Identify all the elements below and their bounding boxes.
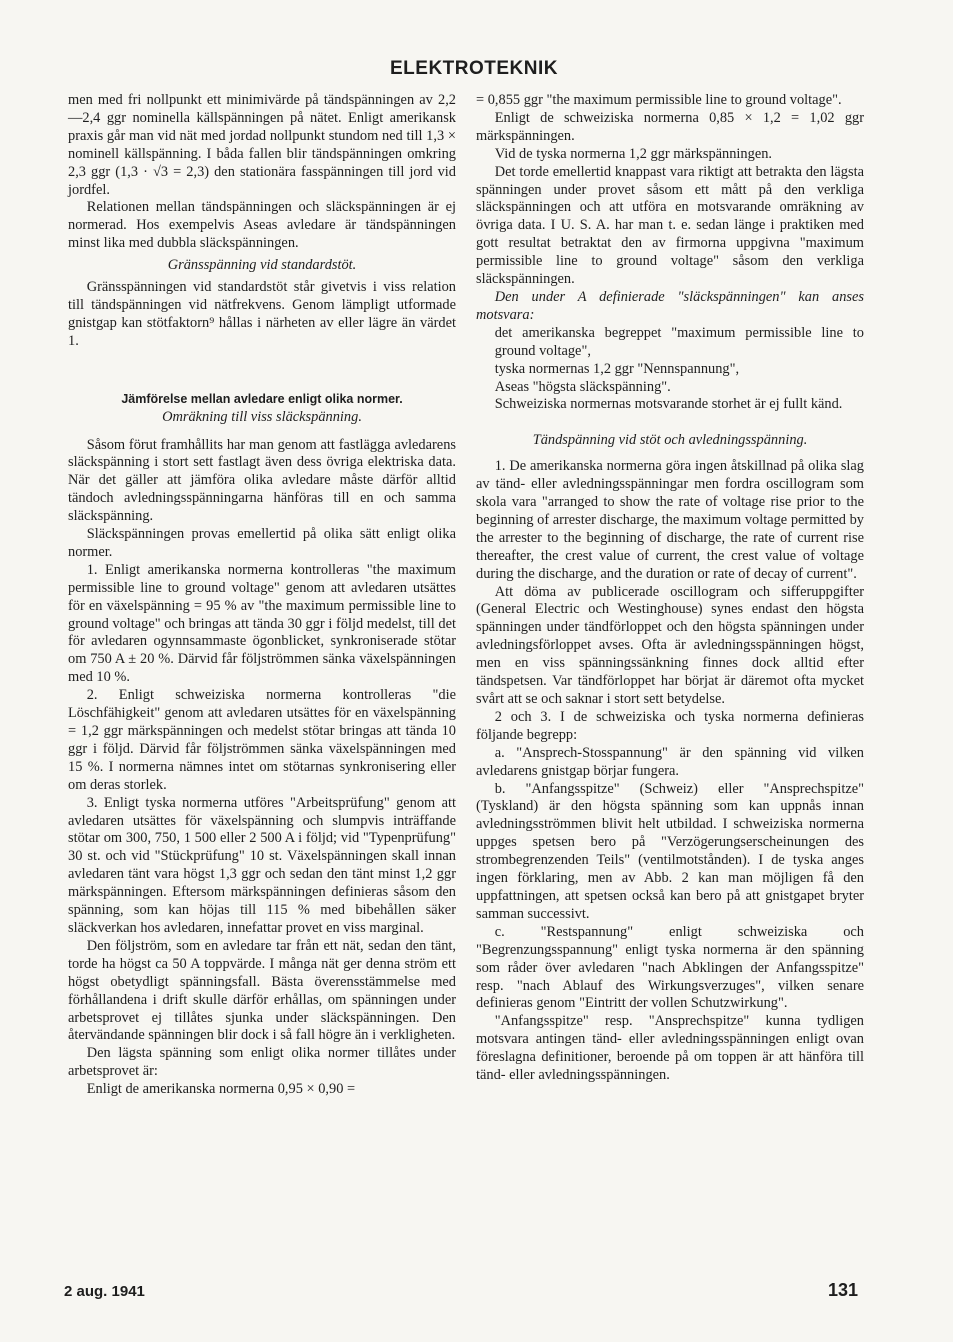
- paragraph: Den under A definierade "släckspänningen" kan anses motsvara:: [476, 288, 864, 323]
- list-item: tyska normernas 1,2 ggr "Nennspannung",: [494, 360, 740, 377]
- paragraph: Enligt de amerikanska normerna 0,95 × 0,90 =: [86, 1081, 356, 1098]
- paragraph: 1. Enligt amerikanska normerna kontrolleras "the maximum permissible line to ground voltage" genom att avledaren utsättes för en växelspänning = 95 % av "the maximum permissible line to ground voltage" och bringas att tända 30 ggr i följd medelst, till det för avledaren ogynnsammaste ögonblicket, synkroniserade stötar om 750 A ± 20 %. Därvid får följströmmen sänka växelspänningen med 10 %.: [68, 561, 456, 686]
- section-subtitle: Omräkning till viss släckspänning.: [162, 408, 362, 425]
- left-column: [68, 92, 456, 1099]
- journal-header: ELEKTROTEKNIK: [390, 58, 558, 79]
- paragraph: = 0,855 ggr "the maximum permissible line to ground voltage".: [476, 92, 842, 108]
- paragraph: 2. Enligt schweiziska normerna kontrolleras "die Löschfähigkeit" genom att avledaren utsättes för en växelspänning = 1,2 ggr märkspänningen och medelst stötar bringas att tända 10 ggr i följd. Därvid får följströmmen sänka växelspänningen med 15 %. I normerna nämnes intet om stötarnas synkronisering eller om deras storlek.: [68, 687, 456, 793]
- paragraph: Den lägsta spänning som enligt olika normer tillåtes under arbetsprovet är:: [68, 1045, 456, 1080]
- paragraph: "Anfangsspitze" resp. "Ansprechspitze" kunna tydligen motsvara antingen tänd- eller avledningsspänningen enligt ovan föreslagna definitioner, beroende på om toppen är att hänföra till tänd- eller avledningsspänningen.: [476, 1013, 864, 1084]
- paragraph: Enligt de schweiziska normerna 0,85 × 1,2 = 1,02 ggr märkspänningen.: [476, 109, 864, 144]
- paragraph: Gränsspänningen vid standardstöt står givetvis i viss relation till tändspänningen vid nätfrekvens. Genom lämpligt utformade gnistgap kan stötfaktorn⁹ hållas i närheten av eller lägre än värdet 1.: [68, 279, 456, 349]
- paragraph: Det torde emellertid knappast vara riktigt att betrakta den lägsta spänningen under provet såsom ett mått på den verkliga släckspänningen och att utföra en motsvarande omräkning av övriga data. I U. S. A. har man t. e. sedan länge i praktiken med gott resultat betraktat den av firmorna uppgivna "maximum permissible line to ground voltage" såsom den verkliga släckspänningen.: [476, 163, 864, 288]
- paragraph: Relationen mellan tändspänningen och släckspänningen är ej normerad. Hos exempelvis Aseas avledare är tändspänningen minst lika med dubbla släckspänningen.: [68, 199, 456, 252]
- page-number: 131: [828, 1280, 859, 1300]
- paragraph: a. "Ansprech-Stosspannung" är den spänning vid vilken avledarens gnistgap börjar fungera.: [476, 744, 864, 779]
- paragraph: 2 och 3. I de schweiziska och tyska normerna definieras följande begrepp:: [476, 708, 864, 743]
- issue-date: 2 aug. 1941: [64, 1283, 145, 1300]
- section-title: Jämförelse mellan avledare enligt olika normer.: [121, 391, 403, 406]
- section-heading: Gränsspänning vid standardstöt.: [167, 257, 357, 274]
- paragraph: 3. Enligt tyska normerna utföres "Arbeitsprüfung" genom att avledaren utsättes för växelspänning och slumpvis inträffande stötar om 300, 750, 1 500 eller 2 500 A i följd; vid "Typenprüfung" 30 st. och vid "Stückprüfung" 10 st. Växelspänningen skall innan avledaren tänt vara högst 1,3 ggr och sedan den tänt minst 1,2 ggr märkspänningen. Eftersom märkspänningen definieras såsom den spänning, som kan höjas till 115 % med bibehållen säker släckverkan hos avledaren, innefattar provet en viss marginal.: [68, 794, 456, 936]
- right-column: [476, 92, 864, 1085]
- paragraph: Vid de tyska normerna 1,2 ggr märkspänningen.: [494, 145, 773, 162]
- paragraph: c. "Restspannung" enligt schweiziska och "Begrenzungsspannung" enligt tyska normerna är den spänning som råder över avledaren "nach Abklingen der Anfangsspitze" resp. "nach Ablauf des Wirkungsverzuges", vilken senare definieras genom "Eintritt der vollen Schutzwirkung".: [476, 923, 864, 1012]
- list-item: det amerikanska begreppet "maximum permissible line to ground voltage",: [494, 324, 864, 359]
- paragraph: Såsom förut framhållits har man genom att fastlägga avledarens släckspänning i stort sett fastlagt även dess övriga elektriska data. När det gäller att jämföra olika avledare måste därför alltid tändoch avledningsspänningarna hänföras till en och samma släckspänning.: [68, 436, 456, 525]
- paragraph: Den följström, som en avledare tar från ett nät, sedan den tänt, torde ha högst ca 50 A toppvärde. I många nät ger denna ström ett högst obetydligt spänningsfall. Bästa överensstämmelse med förhållandena i drift skulle därför erhållas, om spänningen under arbetsprovet ej tillåtes sjunka under släckspänningen. Den återvändande spänningen blir dock i så fall högre än i verkligheten.: [68, 937, 456, 1044]
- paragraph: Att döma av publicerade oscillogram och sifferuppgifter (General Electric och Westinghouse) synes endast den högsta spänningen under tändförloppet och den högsta spänningen under avledningsförloppet avses. Ofta är avledningsspänningen högst, men en viss spänningssänkning finnes dock alltid efter tändspetsen. Var tändförloppet har börjat är däremot ofta mycket svårt att se och saknar i stort sett betydelse.: [476, 583, 864, 707]
- section-heading: Tändspänning vid stöt och avledningsspänning.: [532, 432, 808, 449]
- paragraph: Släckspänningen provas emellertid på olika sätt enligt olika normer.: [68, 526, 456, 560]
- paragraph: men med fri nollpunkt ett minimivärde på tändspänningen av 2,2—2,4 ggr nominella källspänningen på nätet. Enligt amerikansk praxis går man vid nät med jordad nollpunkt stundom ned till 1,3 × nominell källspänning. I båda fallen blir tändspänningen omkring 2,3 ggr (1,3 · √3 = 2,3) den stationära fasspänningen till jord vid jordfel.: [68, 92, 456, 198]
- paragraph: b. "Anfangsspitze" (Schweiz) eller "Ansprechspitze" (Tyskland) är den högsta spänning som kan uppnås innan avledningsströmmen blivit helt utbildad. I schweiziska normerna uppges spetsen bero på "Verzögerungserscheinungen des strombegrenzenden Teils" (ventilmotstånden). I de tyska anges ingen förklaring, men av Abb. 2 kan man möjligen få den uppfattningen, att spetsen också kan bero på att gnistgapet bryter samman successivt.: [476, 780, 864, 922]
- list-item: Aseas "högsta släckspänning".: [494, 378, 671, 395]
- paragraph: Schweiziska normernas motsvarande storhet är ej fullt känd.: [494, 396, 843, 413]
- paragraph: 1. De amerikanska normerna göra ingen åtskillnad på olika slag av tänd- eller avledningsspänningar men fordra oscillogram som skola vara "arranged to show the rate of voltage rise prior to the beginning of arrester discharge, the maximum voltage permitted by the arrester to the beginning of discharge, the rate of current rise thereafter, the crest value of current, the crest value of voltage during the discharge, and the duration or rate of decay of current".: [476, 458, 864, 582]
